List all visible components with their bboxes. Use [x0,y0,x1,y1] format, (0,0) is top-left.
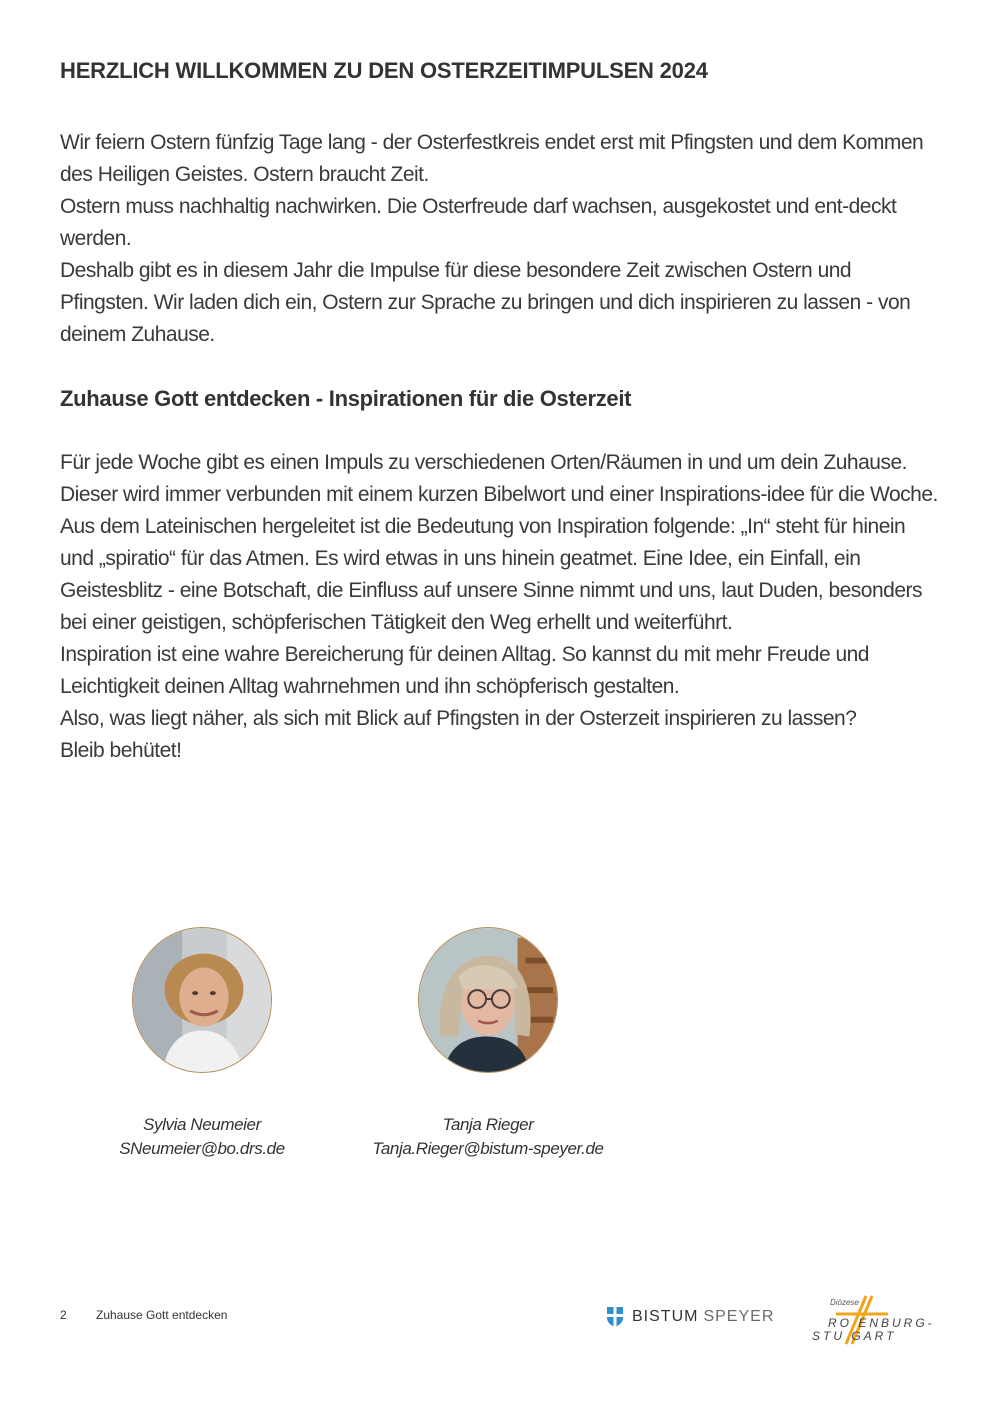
avatar [132,927,272,1073]
page-footer [60,1307,227,1323]
logo-word-bistum: BISTUM [632,1308,699,1325]
contact-card [348,927,628,1161]
logo-line-1: RO ENBURG- [828,1316,935,1330]
page-number: 2 [60,1308,67,1322]
avatar [418,927,558,1073]
description-paragraph: Also, was liegt näher, als sich mit Blick auf Pfingsten in der Osterzeit inspirieren zu lassen? [60,707,857,730]
description-paragraph: Aus dem Lateinischen hergeleitet ist die Bedeutung von Inspiration folgende: „In“ steht für hinein und „spiratio“ für das Atmen. Es wird etwas in uns hinein geatmet. Eine Idee, ein Einfall, ein Geistesblitz - eine Botschaft, die Einfluss auf unsere Sinne nimmt und uns, laut Duden, besonders bei einer geistigen, schöpferischen Tätigkeit den Weg erhellt und weiterführt. [60,515,923,634]
contact-card [62,927,342,1161]
dioezese-rottenburg-stuttgart-logo [808,1290,938,1346]
portrait-photo-icon [133,928,271,1072]
intro-paragraph: Ostern muss nachhaltig nachwirken. Die Osterfreude darf wachsen, ausgekostet und ent-deckt werden. [60,195,897,250]
bistum-speyer-logo [606,1304,774,1330]
description-paragraph: Bleib behütet! [60,739,182,762]
contact-name: Sylvia Neumeier [143,1115,261,1134]
portrait-photo-icon [419,928,557,1072]
footer-label: Zuhause Gott entdecken [96,1308,228,1322]
contact-email[interactable]: Tanja.Rieger@bistum-speyer.de [372,1139,604,1158]
description-text [60,447,940,767]
logo-line-2: STU GART [812,1329,897,1343]
diocese-cross-logo-icon [808,1290,938,1346]
contact-email[interactable]: SNeumeier@bo.drs.de [119,1139,285,1158]
description-paragraph: Für jede Woche gibt es einen Impuls zu verschiedenen Orten/Räumen in und um dein Zuhause. Dieser wird immer verbunden mit einem kurzen Bibelwort und einer Inspirations-idee für die Woche. [60,451,938,506]
intro-paragraph: Deshalb gibt es in diesem Jahr die Impulse für diese besondere Zeit zwischen Ostern und Pfingsten. Wir laden dich ein, Ostern zur Sprache zu bringen und dich inspirieren zu lassen - von deinem Zuhause. [60,259,911,346]
intro-paragraph: Wir feiern Ostern fünfzig Tage lang - der Osterfestkreis endet erst mit Pfingsten und dem Kommen des Heiligen Geistes. Ostern braucht Zeit. [60,131,924,186]
page-title: HERZLICH WILLKOMMEN ZU DEN OSTERZEITIMPULSEN 2024 [60,58,708,83]
logo-small-label: Diözese [830,1298,859,1307]
shield-cross-icon [606,1306,624,1328]
contact-name: Tanja Rieger [442,1115,534,1134]
section-heading: Zuhause Gott entdecken - Inspirationen für die Osterzeit [60,386,632,411]
intro-text [60,127,940,351]
description-paragraph: Inspiration ist eine wahre Bereicherung für deinen Alltag. So kannst du mit mehr Freude und Leichtigkeit deinen Alltag wahrnehmen und ihn schöpferisch gestalten. [60,643,869,698]
logo-word-speyer: SPEYER [703,1308,775,1325]
